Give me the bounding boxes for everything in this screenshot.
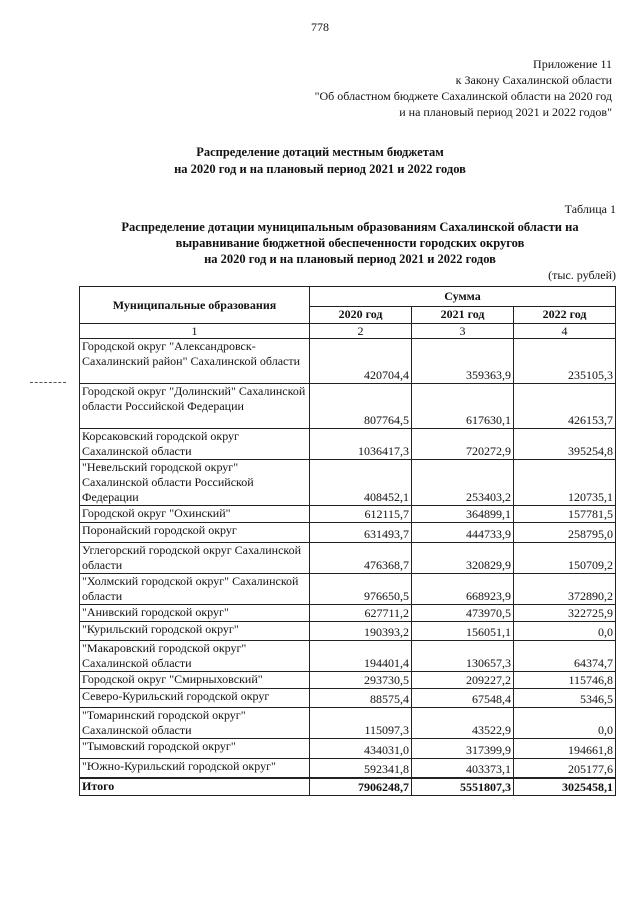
value-2020: 631493,7 — [310, 523, 412, 543]
value-2020: 434031,0 — [310, 739, 412, 759]
value-2021: 253403,2 — [412, 460, 514, 506]
page-number: 778 — [311, 20, 329, 34]
title-line: Распределение дотаций местным бюджетам — [196, 145, 444, 159]
value-2020: 190393,2 — [310, 622, 412, 641]
municipality-name: "Тымовский городской округ" — [80, 739, 310, 759]
value-2020: 194401,4 — [310, 641, 412, 672]
table-row — [80, 384, 616, 429]
value-2022: 150709,2 — [514, 543, 616, 574]
municipality-name: "Холмский городской округ" Сахалинской области — [80, 574, 310, 605]
column-number: 1 — [80, 324, 310, 339]
value-2021: 320829,9 — [412, 543, 514, 574]
municipality-name: "Томаринский городской округ" Сахалинской области — [80, 708, 310, 739]
table-body — [80, 339, 616, 796]
municipality-name: "Курильский городской округ" — [80, 622, 310, 641]
value-2021: 359363,9 — [412, 339, 514, 384]
table-row — [80, 759, 616, 778]
value-2022: 395254,8 — [514, 429, 616, 460]
value-2021: 209227,2 — [412, 672, 514, 689]
column-number: 4 — [514, 324, 616, 339]
value-2022: 205177,6 — [514, 759, 616, 778]
value-2021: 156051,1 — [412, 622, 514, 641]
value-2020: 88575,4 — [310, 689, 412, 708]
table-row — [80, 523, 616, 543]
total-2022: 3025458,1 — [514, 778, 616, 796]
subtitle-line: на 2020 год и на плановый период 2021 и 2022 годов — [204, 252, 496, 266]
municipality-name: Углегорский городской округ Сахалинской области — [80, 543, 310, 574]
municipality-name: Поронайский городской округ — [80, 523, 310, 543]
value-2021: 67548,4 — [412, 689, 514, 708]
header-year-2021: 2021 год — [412, 306, 514, 323]
value-2020: 293730,5 — [310, 672, 412, 689]
subsidy-table — [79, 286, 616, 796]
municipality-name: Северо-Курильский городской округ — [80, 689, 310, 708]
table-row — [80, 641, 616, 672]
value-2021: 668923,9 — [412, 574, 514, 605]
header-year-2022: 2022 год — [514, 306, 616, 323]
appendix-line: к Закону Сахалинской области — [455, 73, 612, 87]
table-row — [80, 605, 616, 622]
municipality-name: "Невельский городской округ" Сахалинской области Российской Федерации — [80, 460, 310, 506]
value-2022: 5346,5 — [514, 689, 616, 708]
value-2020: 807764,5 — [310, 384, 412, 429]
table-row — [80, 739, 616, 759]
value-2020: 476368,7 — [310, 543, 412, 574]
column-number: 2 — [310, 324, 412, 339]
table-row — [80, 689, 616, 708]
subtitle-line: Распределение дотации муниципальным образованиям Сахалинской области на — [121, 220, 579, 234]
appendix-line: "Об областном бюджете Сахалинской области на 2020 год — [314, 89, 612, 103]
header-sum: Сумма — [310, 287, 616, 307]
value-2020: 408452,1 — [310, 460, 412, 506]
value-2022: 194661,8 — [514, 739, 616, 759]
total-label: Итого — [80, 778, 310, 796]
municipality-name: Городской округ "Смирныховский" — [80, 672, 310, 689]
total-2021: 5551807,3 — [412, 778, 514, 796]
table-row — [80, 672, 616, 689]
table-title — [60, 219, 640, 267]
appendix-line: Приложение 11 — [533, 57, 612, 71]
municipality-name: "Анивский городской округ" — [80, 605, 310, 622]
value-2020: 115097,3 — [310, 708, 412, 739]
value-2021: 617630,1 — [412, 384, 514, 429]
value-2020: 592341,8 — [310, 759, 412, 778]
document-title — [0, 144, 640, 178]
value-2022: 120735,1 — [514, 460, 616, 506]
value-2022: 372890,2 — [514, 574, 616, 605]
header-municipalities: Муниципальные образования — [80, 287, 310, 324]
table-row — [80, 574, 616, 605]
municipality-name: Корсаковский городской округ Сахалинской области — [80, 429, 310, 460]
table-row — [80, 339, 616, 384]
table-row — [80, 708, 616, 739]
value-2021: 364899,1 — [412, 506, 514, 523]
value-2021: 473970,5 — [412, 605, 514, 622]
table-row — [80, 460, 616, 506]
table-row — [80, 543, 616, 574]
table-label: Таблица 1 — [564, 202, 616, 216]
header-year-2020: 2020 год — [310, 306, 412, 323]
municipality-name: Городской округ "Охинский" — [80, 506, 310, 523]
margin-dash — [30, 382, 66, 383]
value-2022: 64374,7 — [514, 641, 616, 672]
value-2020: 1036417,3 — [310, 429, 412, 460]
appendix-line: и на плановый период 2021 и 2022 годов" — [399, 105, 612, 119]
value-2020: 976650,5 — [310, 574, 412, 605]
value-2022: 115746,8 — [514, 672, 616, 689]
value-2020: 420704,4 — [310, 339, 412, 384]
value-2020: 612115,7 — [310, 506, 412, 523]
appendix-block — [315, 56, 612, 120]
municipality-name: Городской округ "Долинский" Сахалинской области Российской Федерации — [80, 384, 310, 429]
units-label: (тыс. рублей) — [548, 268, 616, 282]
value-2020: 627711,2 — [310, 605, 412, 622]
value-2021: 720272,9 — [412, 429, 514, 460]
value-2021: 43522,9 — [412, 708, 514, 739]
table-row — [80, 622, 616, 641]
table-row — [80, 429, 616, 460]
municipality-name: "Южно-Курильский городской округ" — [80, 759, 310, 778]
table-row — [80, 506, 616, 523]
value-2022: 0,0 — [514, 622, 616, 641]
value-2022: 322725,9 — [514, 605, 616, 622]
value-2022: 0,0 — [514, 708, 616, 739]
value-2022: 157781,5 — [514, 506, 616, 523]
value-2022: 235105,3 — [514, 339, 616, 384]
value-2022: 258795,0 — [514, 523, 616, 543]
value-2021: 130657,3 — [412, 641, 514, 672]
municipality-name: Городской округ "Александровск-Сахалинский район" Сахалинской области — [80, 339, 310, 384]
total-2020: 7906248,7 — [310, 778, 412, 796]
value-2021: 317399,9 — [412, 739, 514, 759]
title-line: на 2020 год и на плановый период 2021 и 2022 годов — [174, 162, 466, 176]
total-row — [80, 778, 616, 796]
municipality-name: "Макаровский городской округ" Сахалинской области — [80, 641, 310, 672]
value-2022: 426153,7 — [514, 384, 616, 429]
subtitle-line: выравнивание бюджетной обеспеченности городских округов — [175, 236, 525, 250]
value-2021: 444733,9 — [412, 523, 514, 543]
column-number: 3 — [412, 324, 514, 339]
value-2021: 403373,1 — [412, 759, 514, 778]
